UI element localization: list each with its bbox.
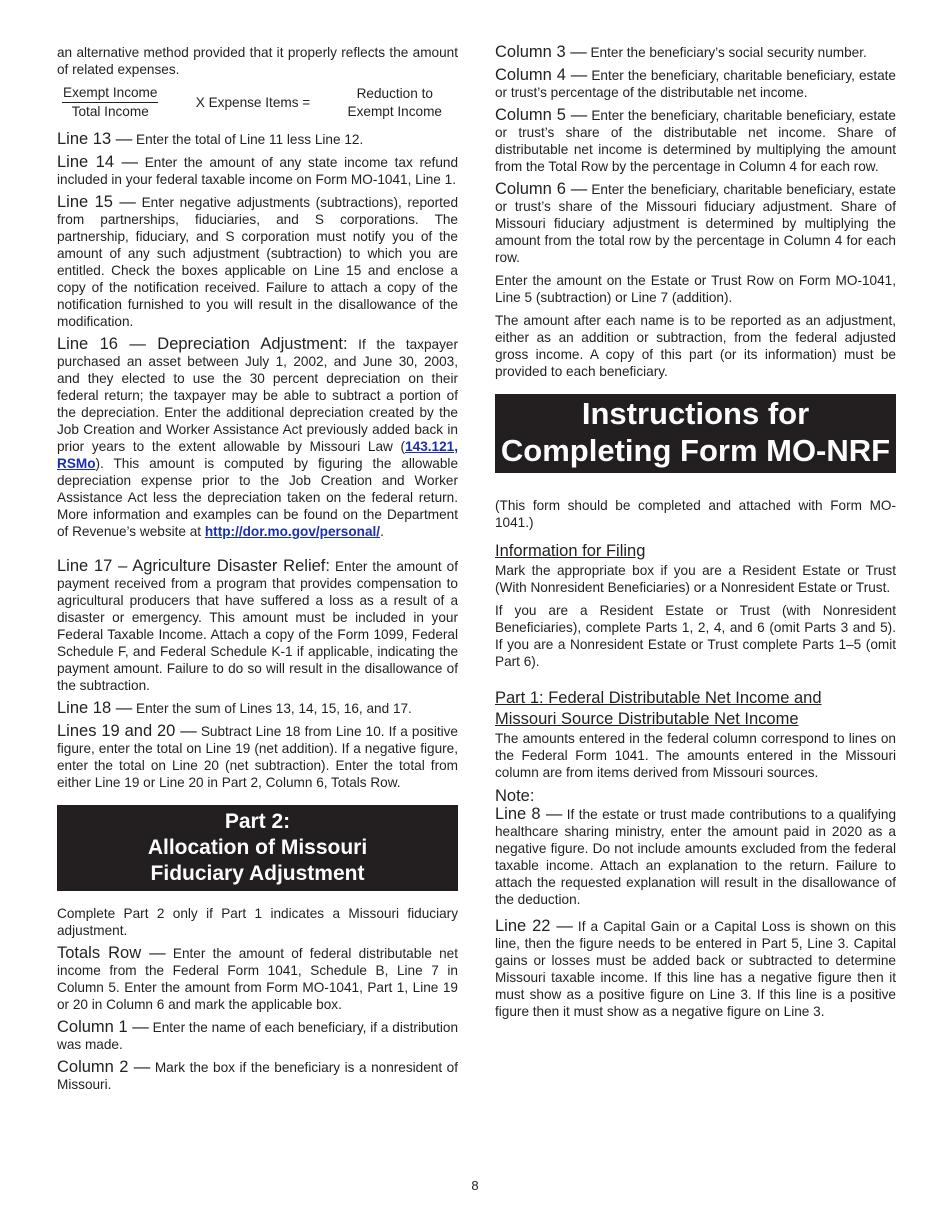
mo-nrf-heading	[495, 394, 896, 473]
line18-paragraph	[57, 700, 458, 717]
column6-text: Enter the beneficiary, charitable beneficiary, estate or trust’s share of the Missouri fiduciary adjustment. Share of Missouri fiduciary adjustment is determined by multiplying the amount from the total row by the percentage in Column 4 for each row.	[495, 182, 896, 265]
line16-text-a: If the taxpayer purchased an asset between July 1, 2002, and June 30, 2003, and they elected to use the 30 percent depreciation on their federal return; the taxpayer may be able to subtract a portion of the depreciation. Enter the additional depreciation created by the Job Creation and Worker Assistance Act previously added back in prior years to the extent allowable by Missouri Law (	[57, 337, 458, 454]
line19-20-text: Subtract Line 18 from Line 10. If a positive figure, enter the total on Line 19 (net addition). If a negative figure, enter the total on Line 20 (net subtraction). Enter the total from either Line 19 or Line 20 in Part 2, Column 6, Totals Row.	[57, 724, 458, 790]
line15-text: Enter negative adjustments (subtractions), reported from partnerships, fiduciaries, and S corporations. The partnership, fiduciary, and S corporation must notify you of the amount of any such adjustment (subtraction) to which you are entitled. Check the boxes applicable on Line 15 and enclose a copy of the notification received. Failure to attach a copy of the notification furnished to you will result in the disallowance of the modification.	[57, 195, 459, 329]
part2-heading-line2: Allocation of Missouri	[147, 836, 368, 859]
line18-text: Enter the sum of Lines 13, 14, 15, 16, and 17.	[136, 701, 412, 716]
part2-intro: Complete Part 2 only if Part 1 indicates a Missouri fiduciary adjustment.	[57, 906, 458, 938]
formula-result-line2: Exempt Income	[347, 103, 442, 119]
column1-lead: Column 1 —	[57, 1018, 149, 1036]
column1-text: Enter the name of each beneficiary, if a distribution was made.	[57, 1020, 458, 1052]
column4-lead: Column 4 —	[495, 66, 588, 84]
column2-paragraph	[57, 1059, 458, 1093]
line8-paragraph	[495, 806, 896, 908]
line13-paragraph	[57, 131, 458, 148]
line22-paragraph	[495, 918, 896, 1020]
formula-numerator: Exempt Income	[62, 84, 158, 103]
line18-lead: Line 18 —	[57, 699, 133, 717]
mo-nrf-heading-line2: Completing Form MO-NRF	[500, 433, 891, 468]
column5-lead: Column 5 —	[495, 106, 588, 124]
line13-text: Enter the total of Line 11 less Line 12.	[136, 132, 364, 147]
line14-lead: Line 14 —	[57, 153, 139, 171]
line14-paragraph	[57, 154, 458, 188]
line16-lead: Line 16 — Depreciation Adjustment:	[57, 335, 348, 353]
column3-paragraph	[495, 44, 896, 61]
part1-paragraph: The amounts entered in the federal column correspond to lines on the Federal Form 1041. The amounts entered in the Missouri column are from items derived from Missouri sources.	[495, 731, 896, 780]
part1-heading-line1: Part 1: Federal Distributable Net Income and	[495, 689, 822, 707]
part2-heading-line3: Fiduciary Adjustment	[150, 862, 365, 885]
line8-lead: Line 8 —	[495, 805, 563, 823]
mo-nrf-intro: (This form should be completed and attached with Form MO-1041.)	[495, 498, 896, 530]
mo-nrf-heading-line1: Instructions for	[581, 396, 810, 431]
formula-result-line1: Reduction to	[356, 85, 433, 101]
formula-fraction	[62, 84, 158, 121]
line14-text: Enter the amount of any state income tax refund included in your federal taxable income on Form MO-1041, Line 1.	[57, 155, 459, 187]
filing-heading: Information for Filing	[495, 542, 646, 560]
estate-row-paragraph: Enter the amount on the Estate or Trust Row on Form MO-1041, Line 5 (subtraction) or Line 7 (addition).	[495, 273, 896, 305]
line17-paragraph	[57, 558, 458, 694]
formula-denominator: Total Income	[71, 104, 149, 119]
line19-20-paragraph	[57, 723, 458, 791]
column1-paragraph	[57, 1019, 458, 1053]
page-number: 8	[471, 1178, 479, 1193]
totals-row-lead: Totals Row —	[57, 944, 166, 962]
line15-paragraph	[57, 194, 458, 330]
column2-lead: Column 2 —	[57, 1058, 151, 1076]
filing-paragraph-1: Mark the appropriate box if you are a Resident Estate or Trust (With Nonresident Beneficiaries) or a Nonresident Estate or Trust.	[495, 563, 896, 595]
line17-lead: Line 17 – Agriculture Disaster Relief:	[57, 557, 330, 575]
rsmo-link[interactable]: 143.121, RSMo	[57, 439, 458, 471]
totals-row-paragraph	[57, 945, 458, 1013]
part1-heading-line2: Missouri Source Distributable Net Income	[495, 710, 799, 728]
column3-text: Enter the beneficiary’s social security number.	[590, 45, 867, 60]
column5-text: Enter the beneficiary, charitable beneficiary, estate or trust’s share of the distributable net income. Share of distributable net income is determined by multiplying the amount from the Total Row by the percentage in Column 4 for each row.	[495, 108, 896, 174]
line16-text-c: .	[380, 524, 384, 539]
line8-text: If the estate or trust made contributions to a qualifying healthcare sharing ministry, enter the amount paid in 2020 as a negative figure. Do not include amounts excluded from the federal taxable income. Attach an explanation to the return. Failure to attach the requested explanation will result in the disallowance of the deduction.	[495, 807, 897, 907]
line22-lead: Line 22 —	[495, 917, 573, 935]
column3-lead: Column 3 —	[495, 43, 587, 61]
line13-lead: Line 13 —	[57, 130, 133, 148]
dor-website-link[interactable]: http://dor.mo.gov/personal/	[204, 524, 381, 539]
intro-text: an alternative method provided that it properly reflects the amount of related expenses.	[57, 45, 458, 77]
totals-row-text: Enter the amount of federal distributable net income from the Federal Form 1041, Schedule B, Line 7 in Column 5. Enter the amount from Form MO-1041, Part 1, Line 19 or 20 in Column 6 and mark the applicable box.	[57, 946, 458, 1012]
note-label: Note:	[495, 787, 535, 805]
line16-text-b: ). This amount is computed by figuring the allowable depreciation expense prior to the Job Creation and Worker Assistance Act less the depreciation taken on the federal return. More information and examples can be found on the Department of Revenue’s website at	[57, 456, 458, 539]
left-column	[57, 44, 458, 1099]
column5-paragraph	[495, 107, 896, 175]
part2-heading	[57, 805, 458, 891]
part2-heading-line1: Part 2:	[224, 810, 291, 833]
line22-text: If a Capital Gain or a Capital Loss is shown on this line, then the figure needs to be entered in Part 5, Line 3. Capital gains or losses must be added back or subtracted to determine Missouri taxable income. If this line has a negative figure then it must show as a positive figure on Line 3. If this line is a positive figure then it must show as a negative figure on Line 3.	[495, 919, 897, 1019]
column2-text: Mark the box if the beneficiary is a nonresident of Missouri.	[57, 1060, 459, 1092]
line15-lead: Line 15 —	[57, 193, 136, 211]
amount-after-paragraph: The amount after each name is to be reported as an adjustment, either as an addition or subtraction, from the federal adjusted gross income. A copy of this part (or its information) must be provided to each beneficiary.	[495, 313, 896, 379]
formula-operator: X Expense Items =	[195, 95, 311, 110]
line19-20-lead: Lines 19 and 20 —	[57, 722, 197, 740]
line17-text: Enter the amount of payment received from a program that provides compensation to agricultural producers that have suffered a loss as a result of a disaster or emergency. This amount must be included in your Federal Taxable Income. Attach a copy of the Form 1099, Federal Schedule F, and Federal Schedule K-1 if applicable, indicating the payment amount. Failure to do so will result in the disallowance of the subtraction.	[57, 559, 458, 693]
expense-formula	[62, 84, 442, 121]
filing-paragraph-2: If you are a Resident Estate or Trust (with Nonresident Beneficiaries), complete Parts 1, 2, 4, and 6 (omit Parts 3 and 5). If you are a Nonresident Estate or Trust complete Parts 1–5 (omit Part 6).	[495, 603, 896, 669]
column6-paragraph	[495, 181, 896, 266]
column4-paragraph	[495, 67, 896, 101]
line16-paragraph	[57, 336, 458, 540]
formula-result	[348, 85, 442, 121]
right-column	[495, 44, 896, 1026]
column6-lead: Column 6 —	[495, 180, 588, 198]
column4-text: Enter the beneficiary, charitable beneficiary, estate or trust’s percentage of the distributable net income.	[495, 68, 896, 100]
